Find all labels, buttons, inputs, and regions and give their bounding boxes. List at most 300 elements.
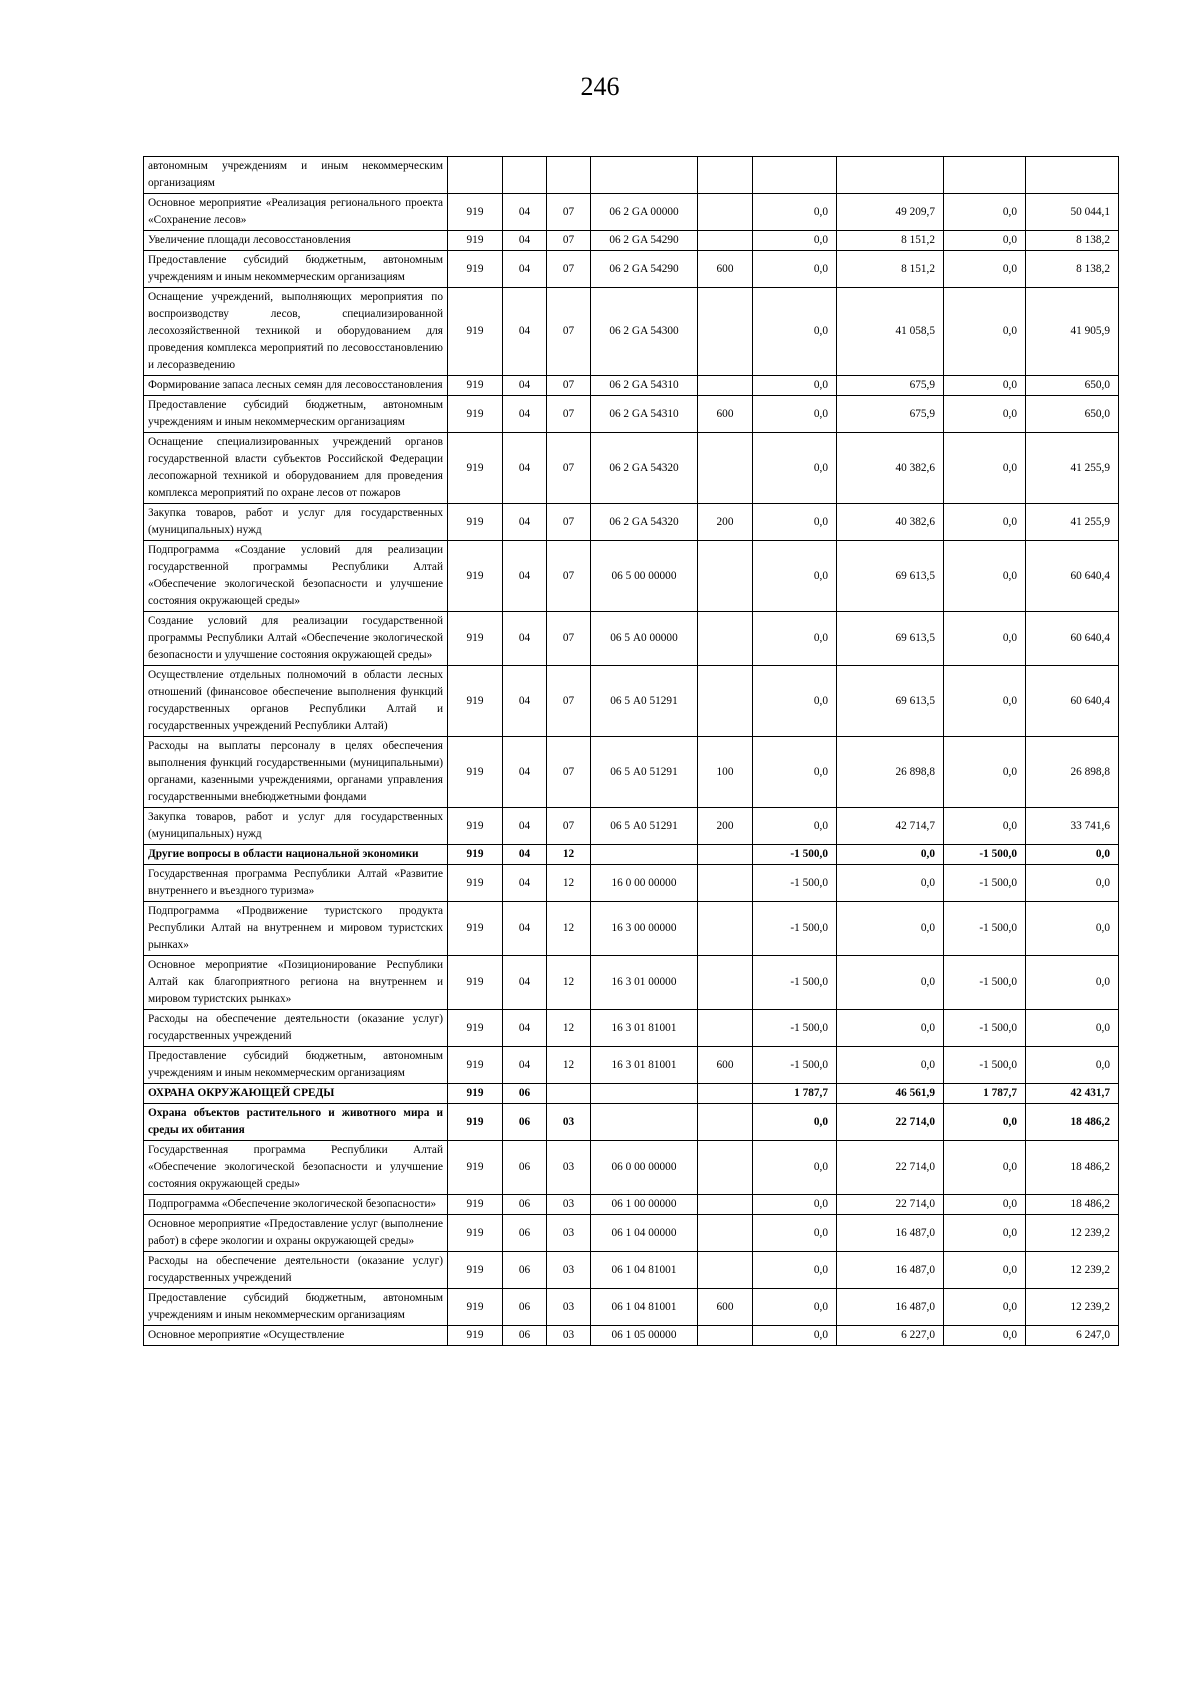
row-section-code: 06 — [503, 1252, 547, 1289]
row-amount-4: 650,0 — [1026, 376, 1119, 396]
row-description: Закупка товаров, работ и услуг для государственных (муниципальных) нужд — [144, 504, 448, 541]
row-amount-2: 0,0 — [837, 1047, 944, 1084]
row-amount-4: 12 239,2 — [1026, 1289, 1119, 1326]
row-section-code: 04 — [503, 865, 547, 902]
row-description: Основное мероприятие «Реализация регионального проекта «Сохранение лесов» — [144, 194, 448, 231]
row-amount-3: -1 500,0 — [944, 1047, 1026, 1084]
row-subsection-code: 07 — [547, 194, 591, 231]
row-target-article-code: 06 1 04 81001 — [591, 1289, 698, 1326]
row-section-code — [503, 157, 547, 194]
row-subsection-code: 03 — [547, 1104, 591, 1141]
row-target-article-code: 16 3 01 81001 — [591, 1047, 698, 1084]
row-grbs-code: 919 — [448, 1326, 503, 1346]
row-description: Осуществление отдельных полномочий в области лесных отношений (финансовое обеспечение выполнения функций государственных органов Республики Алтай и государственных учреждений Республики Алтай) — [144, 666, 448, 737]
table-row — [144, 1084, 1119, 1104]
row-section-code: 06 — [503, 1326, 547, 1346]
row-amount-3: 0,0 — [944, 1195, 1026, 1215]
row-amount-1: 0,0 — [753, 666, 837, 737]
row-section-code: 06 — [503, 1289, 547, 1326]
row-description: Увеличение площади лесовосстановления — [144, 231, 448, 251]
row-subsection-code: 12 — [547, 956, 591, 1010]
table-row — [144, 231, 1119, 251]
table-row — [144, 612, 1119, 666]
row-amount-4: 12 239,2 — [1026, 1215, 1119, 1252]
table-row — [144, 433, 1119, 504]
row-amount-2: 49 209,7 — [837, 194, 944, 231]
table-row — [144, 1252, 1119, 1289]
row-target-article-code: 06 1 04 81001 — [591, 1252, 698, 1289]
row-grbs-code: 919 — [448, 1215, 503, 1252]
row-amount-3: -1 500,0 — [944, 845, 1026, 865]
row-amount-4: 0,0 — [1026, 865, 1119, 902]
row-subsection-code: 03 — [547, 1195, 591, 1215]
row-expense-type-code — [698, 433, 753, 504]
row-amount-1: 0,0 — [753, 1104, 837, 1141]
row-target-article-code: 06 2 GA 00000 — [591, 194, 698, 231]
row-amount-2: 0,0 — [837, 845, 944, 865]
table-row — [144, 1195, 1119, 1215]
row-amount-4: 0,0 — [1026, 1047, 1119, 1084]
row-amount-1: 0,0 — [753, 1289, 837, 1326]
row-subsection-code: 07 — [547, 504, 591, 541]
table-row — [144, 376, 1119, 396]
row-amount-1: 0,0 — [753, 1195, 837, 1215]
row-section-code: 04 — [503, 902, 547, 956]
row-expense-type-code — [698, 1141, 753, 1195]
row-subsection-code: 07 — [547, 376, 591, 396]
row-subsection-code: 03 — [547, 1141, 591, 1195]
row-description: Основное мероприятие «Предоставление услуг (выполнение работ) в сфере экологии и охраны окружающей среды» — [144, 1215, 448, 1252]
row-target-article-code: 06 2 GA 54320 — [591, 504, 698, 541]
row-amount-1: 0,0 — [753, 737, 837, 808]
row-amount-4: 41 255,9 — [1026, 504, 1119, 541]
row-expense-type-code: 600 — [698, 396, 753, 433]
row-amount-3: 0,0 — [944, 808, 1026, 845]
row-expense-type-code — [698, 956, 753, 1010]
row-section-code: 04 — [503, 288, 547, 376]
row-section-code: 04 — [503, 737, 547, 808]
row-amount-4: 33 741,6 — [1026, 808, 1119, 845]
row-subsection-code: 03 — [547, 1326, 591, 1346]
table-row — [144, 902, 1119, 956]
row-target-article-code: 16 3 00 00000 — [591, 902, 698, 956]
row-description: Расходы на обеспечение деятельности (оказание услуг) государственных учреждений — [144, 1252, 448, 1289]
row-amount-3: 1 787,7 — [944, 1084, 1026, 1104]
row-expense-type-code — [698, 1252, 753, 1289]
row-grbs-code: 919 — [448, 541, 503, 612]
row-description: Оснащение специализированных учреждений органов государственной власти субъектов Российской Федерации лесопожарной техникой и оборудованием для проведения комплекса мероприятий по охране лесов от пожаров — [144, 433, 448, 504]
row-description: Подпрограмма «Создание условий для реализации государственной программы Республики Алтай «Обеспечение экологической безопасности и улучшение состояния окружающей среды» — [144, 541, 448, 612]
row-amount-4: 18 486,2 — [1026, 1141, 1119, 1195]
row-section-code: 06 — [503, 1141, 547, 1195]
row-grbs-code: 919 — [448, 396, 503, 433]
row-subsection-code: 03 — [547, 1252, 591, 1289]
row-amount-2: 0,0 — [837, 902, 944, 956]
row-description: Подпрограмма «Обеспечение экологической безопасности» — [144, 1195, 448, 1215]
row-expense-type-code — [698, 194, 753, 231]
row-expense-type-code: 600 — [698, 251, 753, 288]
table-row — [144, 288, 1119, 376]
row-grbs-code — [448, 157, 503, 194]
row-amount-1: 0,0 — [753, 396, 837, 433]
row-amount-3: -1 500,0 — [944, 902, 1026, 956]
row-amount-2: 40 382,6 — [837, 504, 944, 541]
table-row — [144, 865, 1119, 902]
row-section-code: 06 — [503, 1195, 547, 1215]
table-row — [144, 1215, 1119, 1252]
row-expense-type-code: 600 — [698, 1289, 753, 1326]
row-amount-1 — [753, 157, 837, 194]
row-description: Предоставление субсидий бюджетным, автономным учреждениям и иным некоммерческим организациям — [144, 1289, 448, 1326]
row-amount-1: 0,0 — [753, 504, 837, 541]
row-amount-2: 675,9 — [837, 376, 944, 396]
row-amount-2: 16 487,0 — [837, 1215, 944, 1252]
row-amount-3: 0,0 — [944, 251, 1026, 288]
row-description: Предоставление субсидий бюджетным, автономным учреждениям и иным некоммерческим организациям — [144, 1047, 448, 1084]
row-amount-4: 12 239,2 — [1026, 1252, 1119, 1289]
row-grbs-code: 919 — [448, 504, 503, 541]
row-section-code: 04 — [503, 808, 547, 845]
row-amount-3: 0,0 — [944, 194, 1026, 231]
row-amount-3: 0,0 — [944, 737, 1026, 808]
row-subsection-code: 07 — [547, 541, 591, 612]
row-amount-2: 0,0 — [837, 865, 944, 902]
row-description: Основное мероприятие «Позиционирование Республики Алтай как благоприятного региона на внутреннем и мировом туристских рынках» — [144, 956, 448, 1010]
row-grbs-code: 919 — [448, 1141, 503, 1195]
row-amount-4: 650,0 — [1026, 396, 1119, 433]
row-section-code: 04 — [503, 845, 547, 865]
row-grbs-code: 919 — [448, 1195, 503, 1215]
row-grbs-code: 919 — [448, 1084, 503, 1104]
row-expense-type-code — [698, 865, 753, 902]
row-grbs-code: 919 — [448, 1010, 503, 1047]
row-amount-2 — [837, 157, 944, 194]
row-amount-2: 41 058,5 — [837, 288, 944, 376]
row-amount-1: 0,0 — [753, 1252, 837, 1289]
row-amount-3: -1 500,0 — [944, 865, 1026, 902]
row-expense-type-code — [698, 231, 753, 251]
row-amount-2: 675,9 — [837, 396, 944, 433]
row-amount-4: 60 640,4 — [1026, 666, 1119, 737]
row-amount-2: 8 151,2 — [837, 231, 944, 251]
row-grbs-code: 919 — [448, 865, 503, 902]
row-target-article-code: 06 5 00 00000 — [591, 541, 698, 612]
row-amount-4: 0,0 — [1026, 845, 1119, 865]
row-amount-3: 0,0 — [944, 666, 1026, 737]
page-number: 246 — [580, 72, 620, 101]
row-amount-4 — [1026, 157, 1119, 194]
row-expense-type-code: 200 — [698, 504, 753, 541]
row-subsection-code: 12 — [547, 845, 591, 865]
row-amount-2: 16 487,0 — [837, 1289, 944, 1326]
table-body — [144, 157, 1119, 1346]
row-description: Другие вопросы в области национальной экономики — [144, 845, 448, 865]
row-amount-2: 46 561,9 — [837, 1084, 944, 1104]
row-subsection-code: 07 — [547, 612, 591, 666]
row-description: Расходы на выплаты персоналу в целях обеспечения выполнения функций государственными (муниципальными) органами, казенными учреждениями, органами управления государственными внебюджетными фондами — [144, 737, 448, 808]
row-subsection-code: 03 — [547, 1215, 591, 1252]
table-row — [144, 504, 1119, 541]
row-subsection-code — [547, 1084, 591, 1104]
row-description: Охрана объектов растительного и животного мира и среды их обитания — [144, 1104, 448, 1141]
row-section-code: 04 — [503, 433, 547, 504]
row-amount-4: 0,0 — [1026, 902, 1119, 956]
row-amount-1: 0,0 — [753, 376, 837, 396]
row-expense-type-code — [698, 157, 753, 194]
row-subsection-code: 12 — [547, 902, 591, 956]
row-amount-2: 40 382,6 — [837, 433, 944, 504]
row-amount-2: 69 613,5 — [837, 612, 944, 666]
row-section-code: 04 — [503, 666, 547, 737]
row-expense-type-code — [698, 612, 753, 666]
table-row — [144, 396, 1119, 433]
row-description: Оснащение учреждений, выполняющих мероприятия по воспроизводству лесов, специализированной лесохозяйственной техникой и оборудованием для проведения комплекса мероприятий по лесовосстановлению и лесоразведению — [144, 288, 448, 376]
row-amount-2: 0,0 — [837, 1010, 944, 1047]
row-section-code: 04 — [503, 251, 547, 288]
row-amount-2: 42 714,7 — [837, 808, 944, 845]
row-section-code: 04 — [503, 504, 547, 541]
row-description: Основное мероприятие «Осуществление — [144, 1326, 448, 1346]
row-expense-type-code — [698, 1195, 753, 1215]
row-target-article-code — [591, 157, 698, 194]
row-description: Создание условий для реализации государственной программы Республики Алтай «Обеспечение экологической безопасности и улучшение состояния окружающей среды» — [144, 612, 448, 666]
row-expense-type-code — [698, 1326, 753, 1346]
row-amount-4: 42 431,7 — [1026, 1084, 1119, 1104]
row-expense-type-code — [698, 666, 753, 737]
row-amount-2: 69 613,5 — [837, 666, 944, 737]
row-amount-3: -1 500,0 — [944, 1010, 1026, 1047]
row-subsection-code: 12 — [547, 865, 591, 902]
row-section-code: 06 — [503, 1084, 547, 1104]
row-amount-4: 8 138,2 — [1026, 251, 1119, 288]
row-target-article-code: 06 0 00 00000 — [591, 1141, 698, 1195]
row-section-code: 04 — [503, 541, 547, 612]
row-target-article-code — [591, 1104, 698, 1141]
table-row — [144, 157, 1119, 194]
row-grbs-code: 919 — [448, 231, 503, 251]
row-amount-1: -1 500,0 — [753, 865, 837, 902]
row-section-code: 04 — [503, 1047, 547, 1084]
row-amount-3: 0,0 — [944, 504, 1026, 541]
row-target-article-code: 06 2 GA 54320 — [591, 433, 698, 504]
row-section-code: 06 — [503, 1215, 547, 1252]
table-row — [144, 808, 1119, 845]
table-row — [144, 956, 1119, 1010]
table-row — [144, 1326, 1119, 1346]
row-grbs-code: 919 — [448, 288, 503, 376]
row-description: Расходы на обеспечение деятельности (оказание услуг) государственных учреждений — [144, 1010, 448, 1047]
row-amount-1: 0,0 — [753, 1215, 837, 1252]
row-grbs-code: 919 — [448, 666, 503, 737]
row-grbs-code: 919 — [448, 1104, 503, 1141]
row-target-article-code: 06 2 GA 54290 — [591, 251, 698, 288]
row-amount-2: 26 898,8 — [837, 737, 944, 808]
table-row — [144, 1010, 1119, 1047]
row-amount-1: 0,0 — [753, 808, 837, 845]
row-amount-4: 8 138,2 — [1026, 231, 1119, 251]
row-grbs-code: 919 — [448, 902, 503, 956]
table-row — [144, 1047, 1119, 1084]
row-grbs-code: 919 — [448, 376, 503, 396]
row-expense-type-code — [698, 1104, 753, 1141]
row-description: Государственная программа Республики Алтай «Обеспечение экологической безопасности и улучшение состояния окружающей среды» — [144, 1141, 448, 1195]
row-subsection-code: 07 — [547, 288, 591, 376]
row-grbs-code: 919 — [448, 194, 503, 231]
row-target-article-code: 06 5 А0 00000 — [591, 612, 698, 666]
table-row — [144, 1289, 1119, 1326]
row-target-article-code: 16 3 01 81001 — [591, 1010, 698, 1047]
row-description: Государственная программа Республики Алтай «Развитие внутреннего и въездного туризма» — [144, 865, 448, 902]
row-target-article-code: 06 1 05 00000 — [591, 1326, 698, 1346]
table-row — [144, 194, 1119, 231]
row-section-code: 04 — [503, 194, 547, 231]
table-row — [144, 541, 1119, 612]
row-grbs-code: 919 — [448, 808, 503, 845]
row-expense-type-code — [698, 376, 753, 396]
row-amount-1: -1 500,0 — [753, 902, 837, 956]
row-grbs-code: 919 — [448, 1252, 503, 1289]
row-expense-type-code: 600 — [698, 1047, 753, 1084]
row-subsection-code: 07 — [547, 433, 591, 504]
row-amount-2: 22 714,0 — [837, 1104, 944, 1141]
row-amount-1: 0,0 — [753, 433, 837, 504]
row-description: Предоставление субсидий бюджетным, автономным учреждениям и иным некоммерческим организациям — [144, 251, 448, 288]
row-section-code: 04 — [503, 231, 547, 251]
row-amount-4: 26 898,8 — [1026, 737, 1119, 808]
row-amount-1: 0,0 — [753, 288, 837, 376]
row-amount-1: 0,0 — [753, 1326, 837, 1346]
row-grbs-code: 919 — [448, 433, 503, 504]
row-section-code: 04 — [503, 376, 547, 396]
row-expense-type-code — [698, 541, 753, 612]
row-amount-3: 0,0 — [944, 433, 1026, 504]
row-grbs-code: 919 — [448, 737, 503, 808]
row-subsection-code: 07 — [547, 251, 591, 288]
row-amount-1: -1 500,0 — [753, 845, 837, 865]
row-target-article-code: 06 2 GA 54310 — [591, 396, 698, 433]
row-target-article-code: 06 5 А0 51291 — [591, 808, 698, 845]
row-target-article-code: 16 0 00 00000 — [591, 865, 698, 902]
row-target-article-code: 06 5 А0 51291 — [591, 666, 698, 737]
row-target-article-code: 06 5 А0 51291 — [591, 737, 698, 808]
row-description: Подпрограмма «Продвижение туристского продукта Республики Алтай на внутреннем и мировом туристских рынках» — [144, 902, 448, 956]
table-row — [144, 251, 1119, 288]
row-amount-1: 0,0 — [753, 1141, 837, 1195]
row-grbs-code: 919 — [448, 612, 503, 666]
budget-table — [143, 156, 1119, 1346]
row-amount-3: 0,0 — [944, 376, 1026, 396]
row-amount-2: 0,0 — [837, 956, 944, 1010]
row-amount-2: 8 151,2 — [837, 251, 944, 288]
row-target-article-code — [591, 1084, 698, 1104]
row-grbs-code: 919 — [448, 251, 503, 288]
row-subsection-code: 07 — [547, 396, 591, 433]
row-expense-type-code — [698, 845, 753, 865]
row-description: Формирование запаса лесных семян для лесовосстановления — [144, 376, 448, 396]
row-grbs-code: 919 — [448, 1047, 503, 1084]
table-row — [144, 1104, 1119, 1141]
row-description: Закупка товаров, работ и услуг для государственных (муниципальных) нужд — [144, 808, 448, 845]
row-amount-3: 0,0 — [944, 612, 1026, 666]
row-target-article-code: 06 2 GA 54300 — [591, 288, 698, 376]
row-target-article-code: 06 1 04 00000 — [591, 1215, 698, 1252]
row-amount-2: 16 487,0 — [837, 1252, 944, 1289]
row-amount-3: 0,0 — [944, 1252, 1026, 1289]
table-row — [144, 1141, 1119, 1195]
row-amount-3: 0,0 — [944, 1104, 1026, 1141]
row-amount-4: 0,0 — [1026, 1010, 1119, 1047]
row-amount-3: 0,0 — [944, 1141, 1026, 1195]
row-subsection-code: 12 — [547, 1010, 591, 1047]
row-amount-1: 0,0 — [753, 194, 837, 231]
row-amount-2: 22 714,0 — [837, 1195, 944, 1215]
row-amount-4: 0,0 — [1026, 956, 1119, 1010]
row-target-article-code: 16 3 01 00000 — [591, 956, 698, 1010]
row-amount-4: 18 486,2 — [1026, 1195, 1119, 1215]
row-amount-2: 22 714,0 — [837, 1141, 944, 1195]
row-amount-1: -1 500,0 — [753, 1010, 837, 1047]
row-subsection-code — [547, 157, 591, 194]
row-amount-4: 60 640,4 — [1026, 612, 1119, 666]
row-amount-3: 0,0 — [944, 396, 1026, 433]
row-amount-2: 6 227,0 — [837, 1326, 944, 1346]
row-expense-type-code: 200 — [698, 808, 753, 845]
row-amount-1: 0,0 — [753, 612, 837, 666]
row-expense-type-code: 100 — [698, 737, 753, 808]
row-amount-1: 1 787,7 — [753, 1084, 837, 1104]
row-target-article-code: 06 1 00 00000 — [591, 1195, 698, 1215]
row-target-article-code: 06 2 GA 54290 — [591, 231, 698, 251]
row-subsection-code: 07 — [547, 666, 591, 737]
row-amount-3: 0,0 — [944, 231, 1026, 251]
row-amount-1: -1 500,0 — [753, 1047, 837, 1084]
row-subsection-code: 12 — [547, 1047, 591, 1084]
row-amount-2: 69 613,5 — [837, 541, 944, 612]
row-amount-1: 0,0 — [753, 231, 837, 251]
row-target-article-code: 06 2 GA 54310 — [591, 376, 698, 396]
row-amount-4: 6 247,0 — [1026, 1326, 1119, 1346]
row-description: Предоставление субсидий бюджетным, автономным учреждениям и иным некоммерческим организациям — [144, 396, 448, 433]
row-section-code: 04 — [503, 612, 547, 666]
row-amount-4: 41 905,9 — [1026, 288, 1119, 376]
row-amount-3: -1 500,0 — [944, 956, 1026, 1010]
row-subsection-code: 07 — [547, 808, 591, 845]
row-description: ОХРАНА ОКРУЖАЮЩЕЙ СРЕДЫ — [144, 1084, 448, 1104]
row-amount-3 — [944, 157, 1026, 194]
row-grbs-code: 919 — [448, 1289, 503, 1326]
row-expense-type-code — [698, 1084, 753, 1104]
row-amount-4: 60 640,4 — [1026, 541, 1119, 612]
table-row — [144, 737, 1119, 808]
row-target-article-code — [591, 845, 698, 865]
row-expense-type-code — [698, 902, 753, 956]
row-amount-1: -1 500,0 — [753, 956, 837, 1010]
row-subsection-code: 03 — [547, 1289, 591, 1326]
row-subsection-code: 07 — [547, 737, 591, 808]
row-amount-3: 0,0 — [944, 288, 1026, 376]
row-grbs-code: 919 — [448, 845, 503, 865]
row-section-code: 04 — [503, 956, 547, 1010]
row-section-code: 04 — [503, 1010, 547, 1047]
row-expense-type-code — [698, 288, 753, 376]
row-amount-3: 0,0 — [944, 1289, 1026, 1326]
row-amount-4: 41 255,9 — [1026, 433, 1119, 504]
row-subsection-code: 07 — [547, 231, 591, 251]
table-row — [144, 845, 1119, 865]
row-amount-1: 0,0 — [753, 251, 837, 288]
row-grbs-code: 919 — [448, 956, 503, 1010]
row-section-code: 04 — [503, 396, 547, 433]
